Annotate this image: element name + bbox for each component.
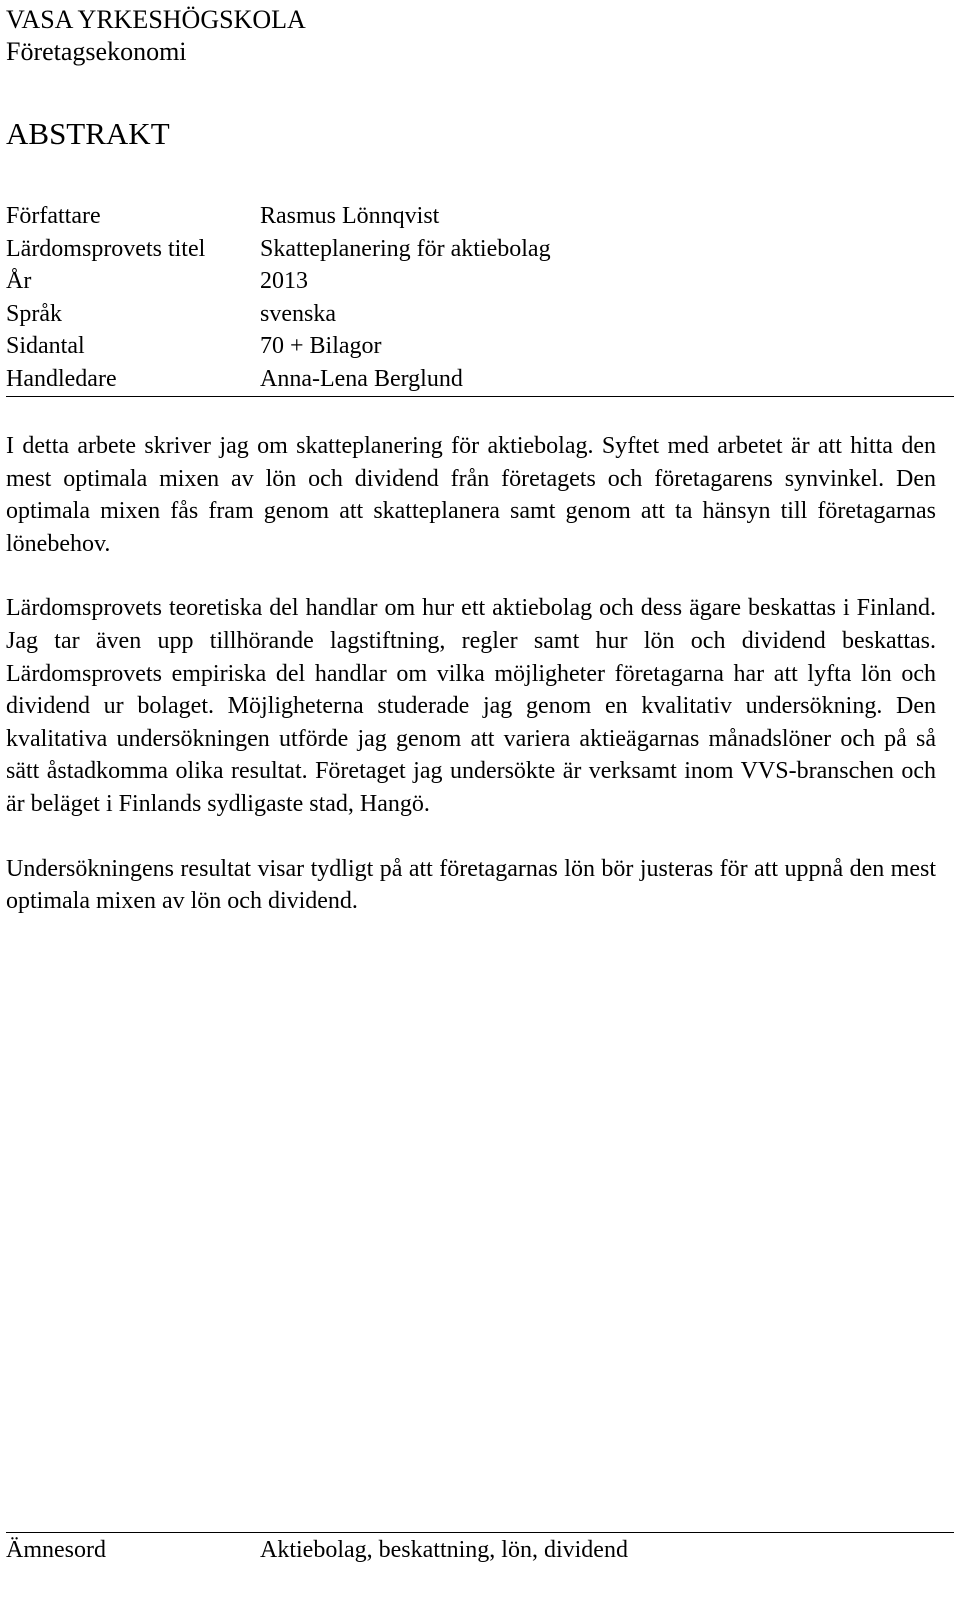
abstract-paragraph: Undersökningens resultat visar tydligt på att företagarnas lön bör justeras för att uppnå den mest optimala mixen av lön och dividend.	[6, 855, 936, 915]
keywords-value: Aktiebolag, beskattning, lön, dividend	[260, 1537, 628, 1563]
abstract-body	[6, 430, 936, 950]
school-header	[6, 4, 306, 68]
meta-value: 70 + Bilagor	[260, 333, 382, 360]
abstract-paragraph: Lärdomsprovets teoretiska del handlar om hur ett aktiebolag och dess ägare beskattas i Finland. Jag tar även upp tillhörande lagstiftning, regler samt hur lön och dividend beskattas. Lärdomsprovets empiriska del handlar om vilka möjligheter företagarna har att lyfta lön och dividend ur bolaget. Möjligheterna studerade jag genom en kvalitativ undersökning. Den kvalitativa undersökningen utförde jag genom att variera aktieägarnas månadslöner och på så sätt åstadkomma olika resultat. Företaget jag undersökte är verksamt inom VVS-branschen och är beläget i Finlands sydligaste stad, Hangö.	[6, 595, 936, 817]
meta-row-supervisor	[6, 363, 954, 396]
department-name: Företagsekonomi	[6, 37, 187, 66]
page-title: ABSTRAKT	[6, 116, 170, 151]
abstract-paragraph: I detta arbete skriver jag om skatteplanering för aktiebolag. Syftet med arbetet är att hitta den mest optimala mixen av lön och dividend från företagets och företagarens synvinkel. Den optimala mixen fås fram genom att skatteplanera samt genom att ta hänsyn till företagarnas lönebehov.	[6, 433, 936, 557]
keywords-label: Ämnesord	[6, 1537, 106, 1563]
meta-label: Språk	[6, 300, 62, 327]
meta-row-pages	[6, 330, 954, 363]
meta-value: 2013	[260, 268, 308, 295]
meta-row-title	[6, 233, 954, 266]
meta-label: År	[6, 268, 32, 295]
meta-row-author	[6, 200, 954, 233]
meta-value: svenska	[260, 300, 336, 327]
meta-value: Skatteplanering för aktiebolag	[260, 235, 551, 262]
meta-label: Sidantal	[6, 333, 85, 360]
meta-label: Handledare	[6, 365, 117, 392]
meta-label: Författare	[6, 203, 101, 229]
keywords-row	[6, 1532, 954, 1566]
meta-label: Lärdomsprovets titel	[6, 235, 206, 262]
school-name: VASA YRKESHÖGSKOLA	[6, 5, 306, 34]
meta-value: Rasmus Lönnqvist	[260, 203, 440, 229]
meta-value: Anna-Lena Berglund	[260, 365, 463, 392]
meta-row-language	[6, 298, 954, 331]
metadata-table	[6, 200, 954, 397]
meta-row-year	[6, 265, 954, 298]
